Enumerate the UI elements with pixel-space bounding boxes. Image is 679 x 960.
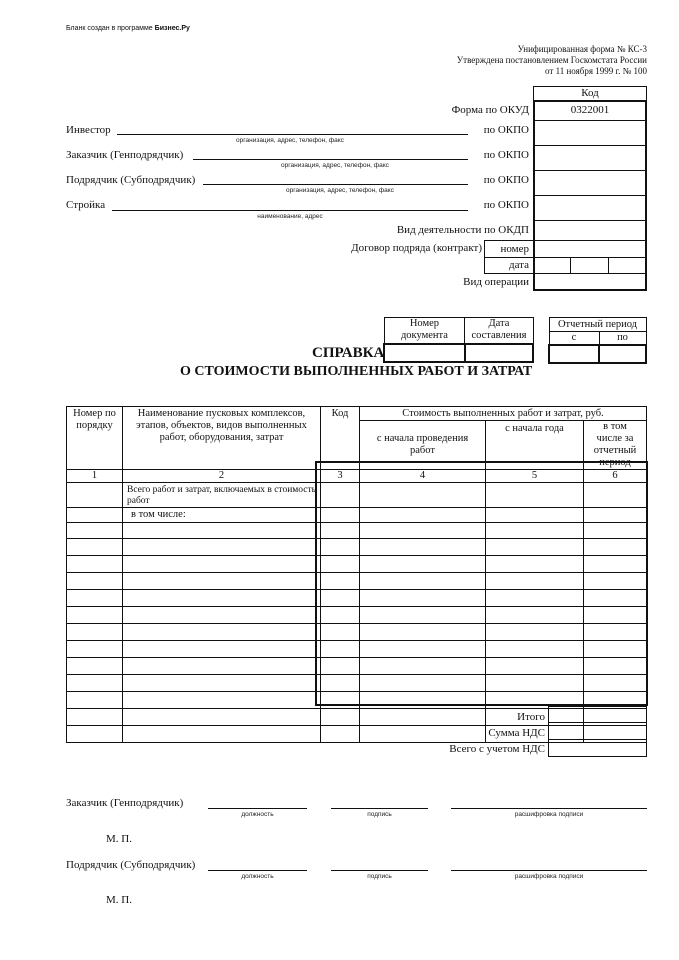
cell[interactable] [321, 726, 360, 743]
col-name-header: Наименование пусковых комплексов, этапов, объектов, видов выполненных работ, оборудования, затрат [123, 407, 321, 470]
cell[interactable] [123, 556, 321, 573]
approved-text: Утверждена постановлением Госкомстата России [456, 55, 647, 65]
cell[interactable] [360, 726, 486, 743]
cell[interactable] [123, 641, 321, 658]
okpo-label-4: по ОКПО [483, 199, 529, 211]
brand-name: Бизнес.Ру [154, 25, 190, 32]
cell[interactable] [67, 709, 123, 726]
contractor-position-field[interactable] [208, 870, 307, 871]
customer-sign-label: Заказчик (Генподрядчик) [66, 797, 184, 809]
cell[interactable] [67, 607, 123, 624]
cell[interactable] [67, 483, 123, 508]
col-cost-header: Стоимость выполненных работ и затрат, руб. [360, 407, 647, 421]
cell[interactable] [123, 624, 321, 641]
customer-label: Заказчик (Генподрядчик) [66, 149, 184, 161]
okpo-label-2: по ОКПО [483, 149, 529, 161]
contractor-decoding-hint: расшифровка подписи [514, 873, 584, 880]
contractor-label: Подрядчик (Субподрядчик) [66, 174, 196, 186]
investor-hint: организация, адрес, телефон, факс [236, 137, 344, 144]
cell[interactable] [67, 523, 123, 539]
customer-position-hint: должность [241, 811, 274, 818]
vat-cell[interactable] [548, 722, 647, 740]
cell[interactable] [67, 556, 123, 573]
col-since-start-header: с начала проведения работ [360, 421, 486, 470]
cell[interactable] [321, 709, 360, 726]
cell[interactable] [123, 573, 321, 590]
okpo-label-3: по ОКПО [483, 174, 529, 186]
contract-number-label [484, 240, 534, 258]
doc-info-table [383, 317, 534, 363]
customer-position-field[interactable] [208, 808, 307, 809]
cell[interactable] [67, 675, 123, 692]
form-info [457, 44, 647, 77]
cell[interactable] [67, 508, 123, 523]
with-vat-label: Всего с учетом НДС [449, 743, 545, 755]
cell[interactable] [67, 539, 123, 556]
construction-hint: наименование, адрес [257, 213, 323, 220]
customer-signature-hint: подпись [367, 811, 392, 818]
okud-value: 0322001 [570, 104, 610, 116]
row-incl-label: в том числе: [123, 508, 321, 523]
col-number: 3 [321, 470, 360, 483]
col-number: 6 [584, 470, 647, 483]
cell[interactable] [123, 658, 321, 675]
cell[interactable] [123, 590, 321, 607]
cell[interactable] [123, 726, 321, 743]
cell[interactable] [123, 607, 321, 624]
cell[interactable] [123, 675, 321, 692]
cell[interactable] [67, 641, 123, 658]
okpo-label-1: по ОКПО [483, 124, 529, 136]
investor-field[interactable] [117, 134, 468, 135]
data-area-outline [315, 461, 648, 706]
col-num-header: Номер по порядку [67, 407, 123, 470]
customer-decoding-field[interactable] [451, 808, 647, 809]
doc-title-1: СПРАВКА [312, 345, 385, 361]
cell[interactable] [123, 539, 321, 556]
cell[interactable] [67, 726, 123, 743]
cell[interactable] [123, 709, 321, 726]
col-period-header: в том числе за отчетный период [584, 421, 647, 470]
itogo-cell[interactable] [548, 706, 647, 723]
col-code-header: Код [321, 407, 360, 470]
cell[interactable] [67, 590, 123, 607]
okdp-label: Вид деятельности по ОКДП [396, 224, 529, 236]
doc-number-cell[interactable] [384, 344, 465, 362]
cell[interactable] [67, 624, 123, 641]
period-header: Отчетный период [549, 318, 646, 332]
operation-label: Вид операции [463, 276, 529, 288]
col-number: 2 [123, 470, 321, 483]
customer-hint: организация, адрес, телефон, факс [281, 162, 389, 169]
cell[interactable] [67, 658, 123, 675]
col-number: 4 [360, 470, 486, 483]
period-from-label: с [549, 332, 599, 346]
contractor-hint: организация, адрес, телефон, факс [286, 187, 394, 194]
number-label-text: номер [500, 243, 529, 255]
contractor-signature-hint: подпись [367, 873, 392, 880]
col-number: 5 [486, 470, 584, 483]
contractor-stamp: М. П. [106, 894, 132, 906]
contractor-field[interactable] [203, 184, 468, 185]
contractor-sign-label: Подрядчик (Субподрядчик) [66, 859, 196, 871]
cell[interactable] [67, 692, 123, 709]
doc-number-header: Номер документа [384, 318, 465, 344]
contract-label: Договор подряда (контракт) [351, 242, 482, 254]
customer-decoding-hint: расшифровка подписи [514, 811, 584, 818]
with-vat-cell[interactable] [548, 739, 647, 757]
period-to-cell[interactable] [599, 345, 646, 363]
cell[interactable] [360, 709, 486, 726]
okud-label: Форма по ОКУД [451, 104, 529, 116]
created-in-note [66, 25, 190, 32]
doc-date-cell[interactable] [465, 344, 533, 362]
customer-signature-field[interactable] [331, 808, 428, 809]
contractor-signature-field[interactable] [331, 870, 428, 871]
cell[interactable] [123, 523, 321, 539]
customer-field[interactable] [193, 159, 468, 160]
customer-stamp: М. П. [106, 833, 132, 845]
cell[interactable] [67, 573, 123, 590]
doc-date-header: Дата составления [465, 318, 533, 344]
construction-label: Стройка [66, 199, 106, 211]
doc-title-2: О СТОИМОСТИ ВЫПОЛНЕННЫХ РАБОТ И ЗАТРАТ [180, 364, 533, 379]
contractor-position-hint: должность [241, 873, 274, 880]
date-label-text: дата [508, 259, 529, 271]
period-table [548, 317, 647, 364]
investor-label: Инвестор [66, 124, 111, 136]
contractor-decoding-field[interactable] [451, 870, 647, 871]
period-from-cell[interactable] [549, 345, 599, 363]
col-since-year-header: с начала года [486, 421, 584, 470]
itogo-label: Итого [517, 711, 545, 723]
row-total-label: Всего работ и затрат, включаемых в стоимость работ [123, 483, 321, 508]
contract-date-label [484, 257, 534, 274]
col-number: 1 [67, 470, 123, 483]
period-to-label: по [599, 332, 646, 346]
created-in-text: Бланк создан в программе [66, 25, 153, 32]
vat-label: Сумма НДС [488, 727, 545, 739]
construction-field[interactable] [112, 210, 468, 211]
cell[interactable] [123, 692, 321, 709]
kod-header: Код [533, 86, 647, 101]
form-title: Унифицированная форма № КС-3 [517, 44, 647, 54]
approved-date: от 11 ноября 1999 г. № 100 [545, 66, 647, 76]
